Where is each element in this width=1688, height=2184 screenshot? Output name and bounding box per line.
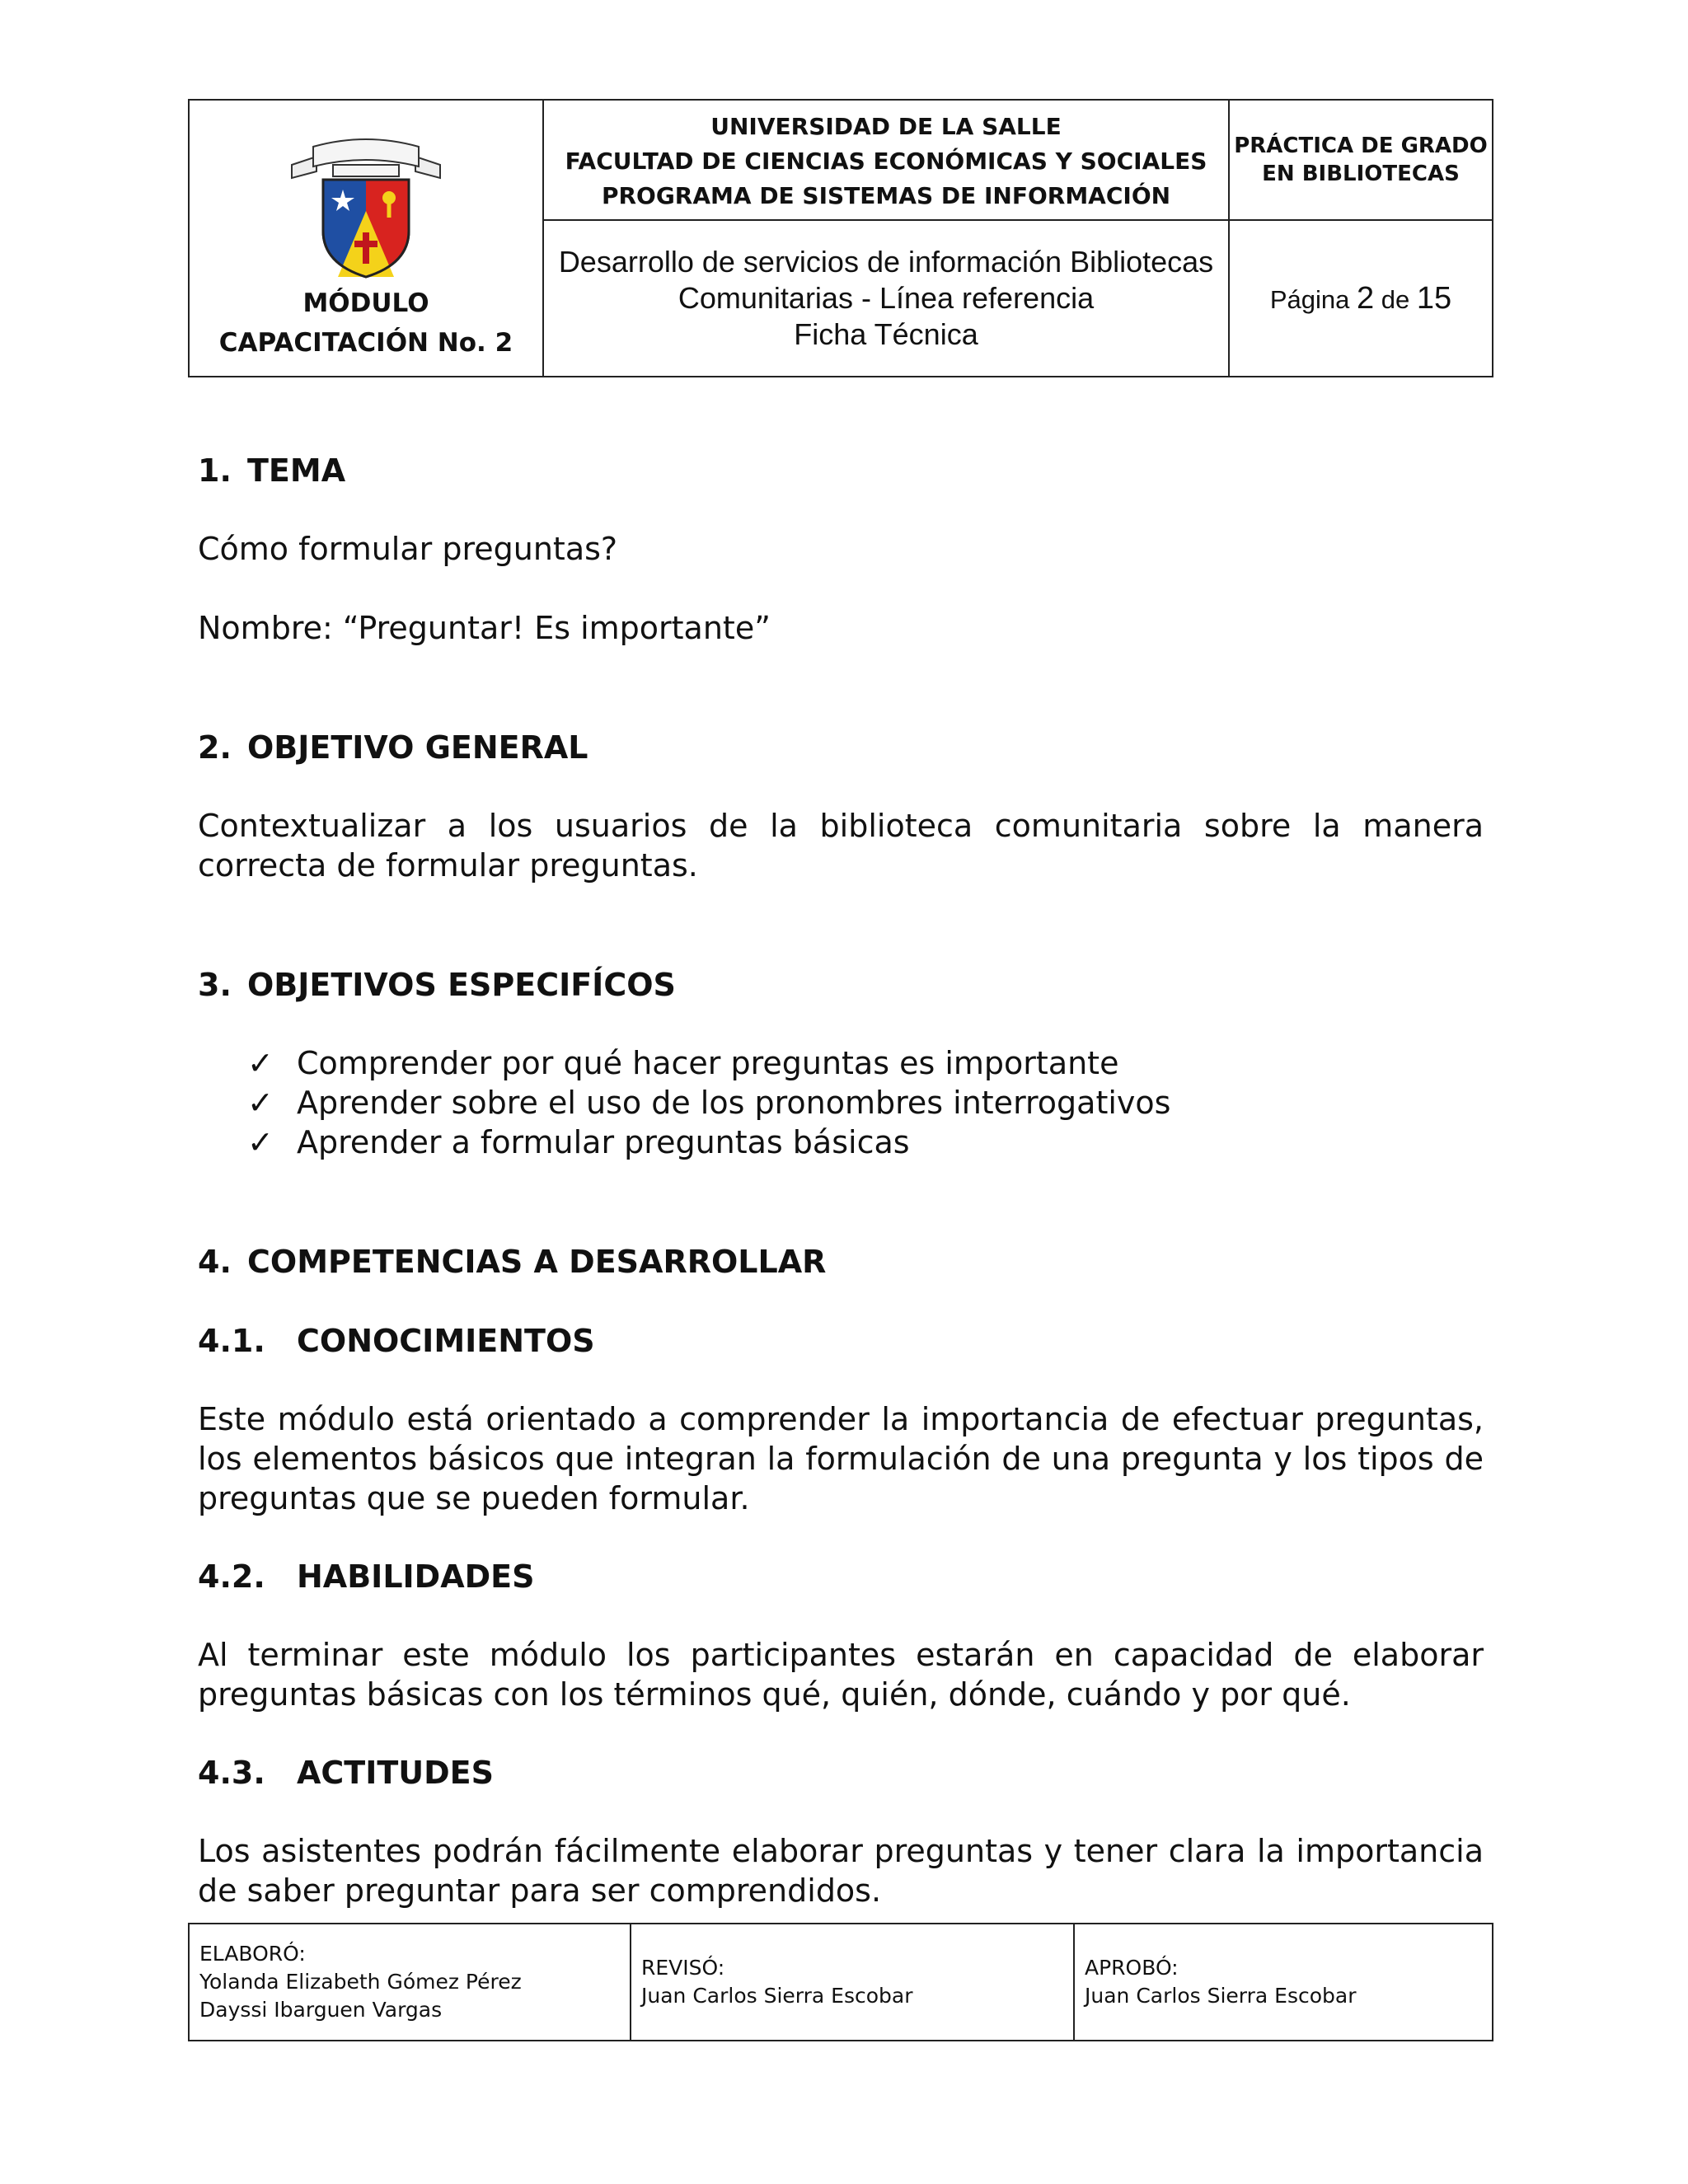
checkmark-icon: ✓ <box>247 1124 274 1160</box>
document-body <box>198 429 1484 1910</box>
list-item: ✓ Aprender sobre el uso de los pronombres interrogativos <box>247 1085 1171 1121</box>
habilidades-text: Al terminar este módulo los participantes estarán en capacidad de elaborar preguntas básicas con los términos qué, quién, dónde, cuándo y por qué. <box>198 1637 1484 1713</box>
page-number: 2 <box>1357 280 1375 316</box>
page-total: 15 <box>1416 280 1452 316</box>
section-heading-objetivos-especificos: 3. OBJETIVOS ESPECIFÍCOS <box>198 967 676 1003</box>
elaboro-cell <box>189 1924 631 2041</box>
section-heading-competencias: 4. COMPETENCIAS A DESARROLLAR <box>198 1244 827 1280</box>
page-indicator <box>1230 281 1492 316</box>
aprobo-name: Juan Carlos Sierra Escobar <box>1085 1984 1357 2008</box>
checkmark-icon: ✓ <box>247 1085 274 1121</box>
objetivo-general-text: Contextualizar a los usuarios de la biblioteca comunitaria sobre la manera correcta de formular preguntas. <box>198 808 1484 883</box>
aprobo-cell <box>1074 1924 1493 2041</box>
actitudes-text: Los asistentes podrán fácilmente elaborar preguntas y tener clara la importancia de saber preguntar para ser comprendidos. <box>198 1833 1484 1909</box>
university-name: UNIVERSIDAD DE LA SALLE <box>710 113 1062 140</box>
aprobo-label: APROBÓ: <box>1085 1956 1179 1980</box>
elaboro-label: ELABORÓ: <box>199 1942 306 1966</box>
reviso-name: Juan Carlos Sierra Escobar <box>641 1984 913 2008</box>
logo-cell <box>189 100 543 377</box>
modulo-line-1: MÓDULO <box>302 288 429 318</box>
university-crest-icon <box>284 132 448 280</box>
list-item: ✓ Aprender a formular preguntas básicas <box>247 1124 910 1160</box>
section-heading-objetivo-general: 2. OBJETIVO GENERAL <box>198 729 588 766</box>
program-name: PROGRAMA DE SISTEMAS DE INFORMACIÓN <box>601 182 1171 209</box>
tema-question: Cómo formular preguntas? <box>198 531 618 567</box>
footer-table <box>188 1923 1493 2041</box>
page-cell <box>1229 220 1493 377</box>
elaboro-name-2: Dayssi Ibarguen Vargas <box>199 1998 443 2022</box>
section-heading-tema: 1. TEMA <box>198 452 346 489</box>
checkmark-icon: ✓ <box>247 1045 274 1081</box>
tema-name: Nombre: “Preguntar! Es importante” <box>198 610 771 646</box>
modulo-line-2: CAPACITACIÓN No. 2 <box>218 328 513 358</box>
objetivos-list <box>198 1043 1484 1162</box>
page-label: Página <box>1269 284 1350 314</box>
section-heading-habilidades: 4.2. HABILIDADES <box>198 1558 535 1595</box>
page-of: de <box>1381 284 1410 314</box>
practica-line-2: EN BIBLIOTECAS <box>1262 162 1460 186</box>
description-line-2: Comunitarias - Línea referencia <box>678 281 1095 315</box>
description-line-3: Ficha Técnica <box>794 317 978 351</box>
reviso-cell <box>631 1924 1074 2041</box>
section-heading-actitudes: 4.3. ACTITUDES <box>198 1755 495 1791</box>
faculty-name: FACULTAD DE CIENCIAS ECONÓMICAS Y SOCIALES <box>565 148 1207 175</box>
practica-line-1: PRÁCTICA DE GRADO <box>1234 134 1488 158</box>
description-cell <box>543 220 1229 377</box>
description-line-1: Desarrollo de servicios de información Bibliotecas <box>558 245 1214 279</box>
reviso-label: REVISÓ: <box>641 1956 725 1980</box>
section-heading-conocimientos: 4.1. CONOCIMIENTOS <box>198 1323 595 1359</box>
elaboro-name-1: Yolanda Elizabeth Gómez Pérez <box>199 1970 522 1994</box>
conocimientos-text: Este módulo está orientado a comprender la importancia de efectuar preguntas, los elementos básicos que integran la formulación de una pregunta y los tipos de preguntas que se pueden formular. <box>198 1401 1484 1516</box>
header-table <box>188 99 1493 377</box>
list-item: ✓ Comprender por qué hacer preguntas es importante <box>247 1045 1119 1081</box>
university-cell <box>543 100 1229 220</box>
practica-cell <box>1229 100 1493 220</box>
